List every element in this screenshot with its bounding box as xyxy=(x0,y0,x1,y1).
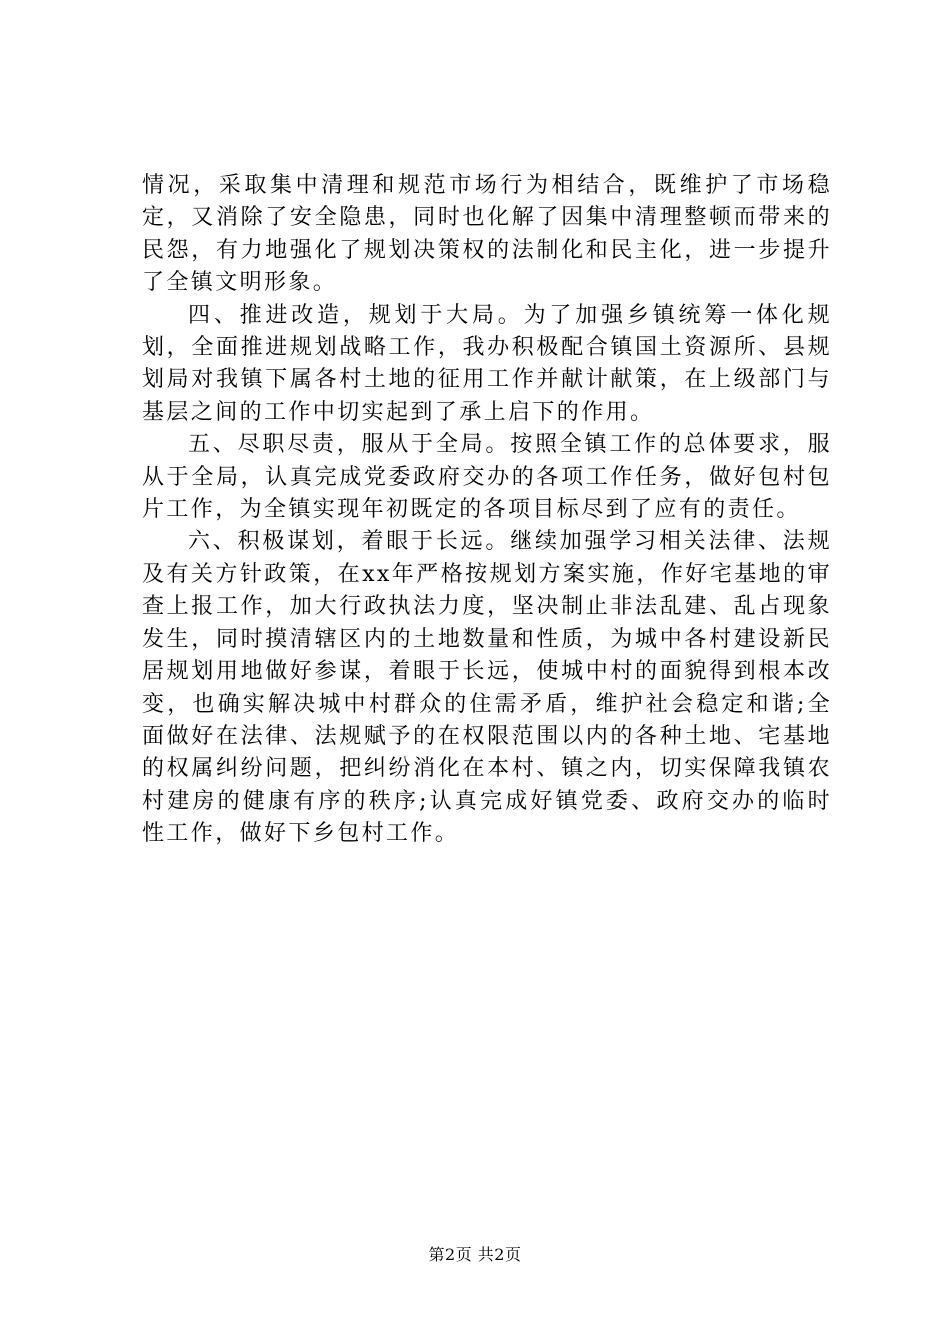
document-body xyxy=(142,170,832,851)
paragraph-section-four: 四、推进改造，规划于大局。为了加强乡镇统筹一体化规划，全面推进规划战略工作，我办积极配合镇国土资源所、县规划局对我镇下属各村土地的征用工作并献计献策，在上级部门与基层之间的工作中切实起到了承上启下的作用。 xyxy=(142,302,832,425)
paragraph-continuation: 情况，采取集中清理和规范市场行为相结合，既维护了市场稳定，又消除了安全隐患，同时也化解了因集中清理整顿而带来的民怨，有力地强化了规划决策权的法制化和民主化，进一步提升了全镇文明形象。 xyxy=(142,173,832,296)
paragraph-section-five: 五、尽职尽责，服从于全局。按照全镇工作的总体要求，服从于全局，认真完成党委政府交办的各项工作任务，做好包村包片工作，为全镇实现年初既定的各项目标尽到了应有的责任。 xyxy=(142,432,832,523)
page-footer: 第2页 共2页 xyxy=(428,1245,522,1264)
paragraph-section-six: 六、积极谋划，着眼于长远。继续加强学习相关法律、法规及有关方针政策，在xx年严格按规划方案实施，作好宅基地的审查上报工作，加大行政执法力度，坚决制止非法乱建、乱占现象发生，同时摸清辖区内的土地数量和性质，为城中各村建设新民居规划用地做好参谋，着眼于长远，使城中村的面貌得到根本改变，也确实解决城中村群众的住需矛盾，维护社会稳定和谐;全面做好在法律、法规赋予的在权限范围以内的各种土地、宅基地的权属纠纷问题，把纠纷消化在本村、镇之内，切实保障我镇农村建房的健康有序的秩序;认真完成好镇党委、政府交办的临时性工作，做好下乡包村工作。 xyxy=(142,529,832,847)
